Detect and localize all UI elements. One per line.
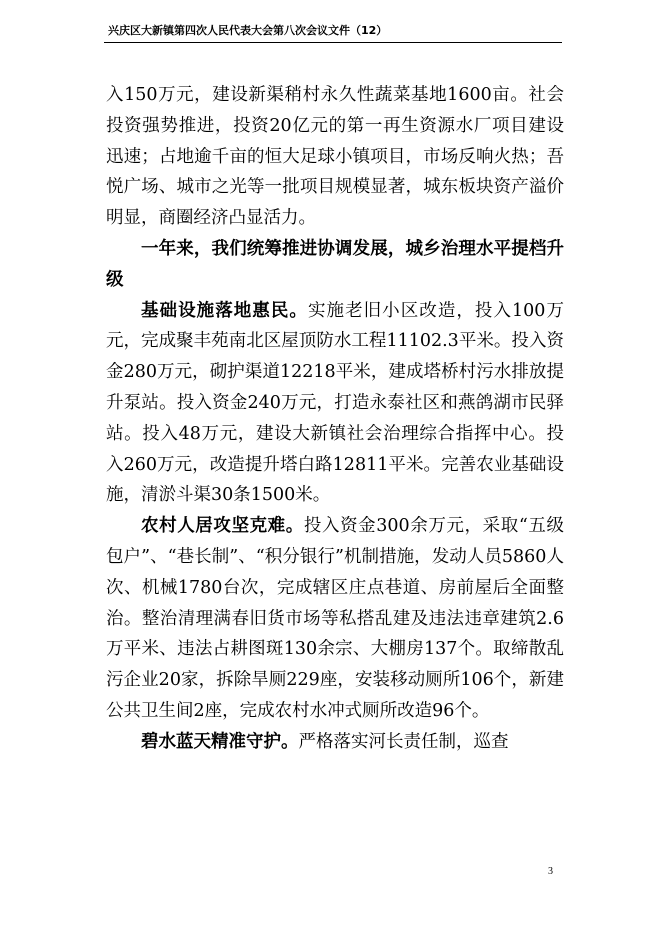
paragraph-lead: 农村人居攻坚克难。 [141,516,304,537]
paragraph-environment [106,727,564,758]
paragraph-text: 实施老旧小区改造，投入100万元，完成聚丰苑南北区屋顶防水工程11102.3平米。投入资金280万元，砌护渠道12218平米，建成塔桥村污水排放提升泵站。投入资金240万元，打造永泰社区和燕鸽湖市民驿站。投入48万元，建设大新镇社会治理综合指挥中心。投入260万元，改造提升塔白路12811平米。完善农业基础设施，清淤斗渠30条1500米。 [106,300,564,506]
document-header: 兴庆区大新镇第四次人民代表大会第八次会议文件（12） [108,24,388,37]
paragraph-lead: 碧水蓝天精准守护。 [141,731,299,752]
paragraph-rural-living [106,511,564,727]
paragraph-infrastructure [106,296,564,512]
header-rule [104,42,562,43]
paragraph-text: 投入资金300余万元，采取“五级包户”、“巷长制”、“积分银行”机制措施，发动人员5860人次、机械1780台次，完成辖区庄点巷道、房前屋后全面整治。整治清理满春旧货市场等私搭乱建及违法违章建筑2.6万平米、违法占耕图斑130余宗、大棚房137个。取缔散乱污企业20家，拆除旱厕229座，安装移动厕所106个，新建公共卫生间2座，完成农村水冲式厕所改造96个。 [106,516,564,721]
paragraph-text: 严格落实河长责任制，巡查 [298,731,509,752]
paragraph-continued: 入150万元，建设新渠稍村永久性蔬菜基地1600亩。社会投资强势推进，投资20亿元的第一再生资源水厂项目建设迅速；占地逾千亩的恒大足球小镇项目，市场反响火热；吾悦广场、城市之光等一批项目规模显著，城东板块资产溢价明显，商圈经济凸显活力。 [106,85,564,229]
page-number: 3 [548,866,553,877]
section-heading: 一年来，我们统筹推进协调发展，城乡治理水平提档升级 [106,238,564,290]
document-body [106,80,564,758]
paragraph-lead: 基础设施落地惠民。 [141,300,308,321]
